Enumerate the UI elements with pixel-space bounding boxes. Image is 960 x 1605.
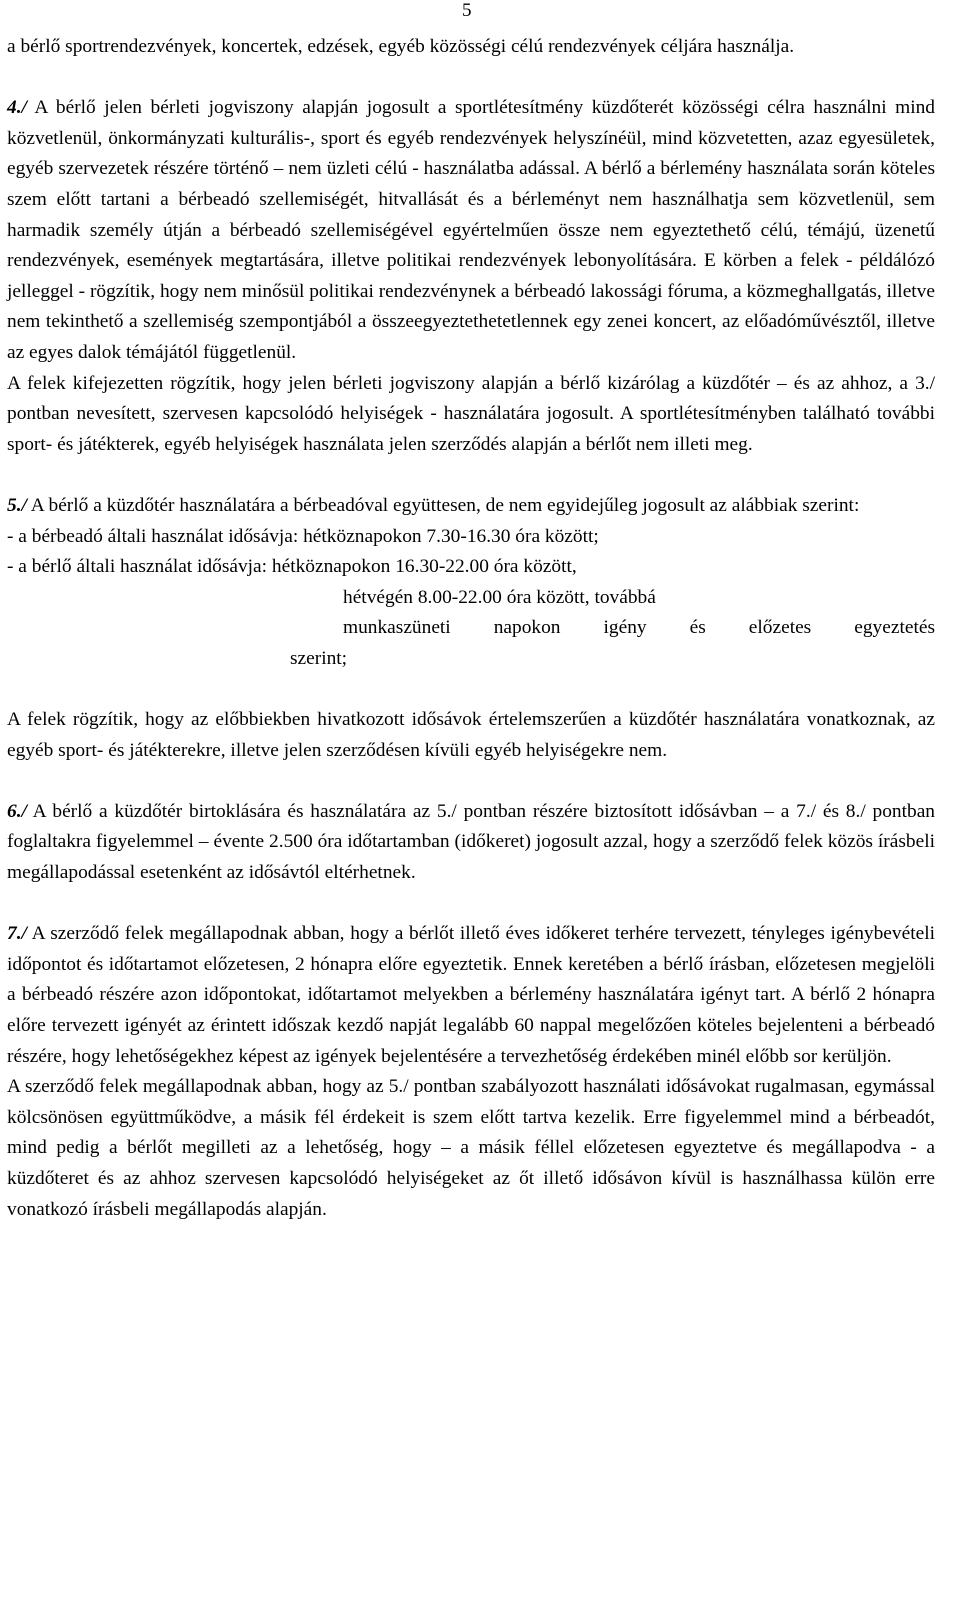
section-7-paragraph-2: A szerződő felek megállapodnak abban, hogy az 5./ pontban szabályozott használati idősávokat rugalmasan, egymással kölcsönösen együttműködve, a másik fél érdekeit is szem előtt tartva kezelik. Erre figyelemmel mind a bérbeadót, mind pedig a bérlőt megilleti az a lehetőség, hogy – a másik féllel előzetesen egyeztetve és megállapodva - a küzdőteret és az ahhoz szervesen kapcsolódó helyiségeket az őt illető idősávon kívül is használhassa külön erre vonatkozó írásbeli megállapodás alapján. (7, 1076, 935, 1220)
section-4-paragraph-2: A felek kifejezetten rögzítik, hogy jelen bérleti jogviszony alapján a bérlő kizárólag a küzdőtér – és az ahhoz, a 3./ pontban nevesített, szervesen kapcsolódó helyiségek - használatára jogosult. A sportlétesítményben található további sport- és játékterek, egyéb helyiségek használata jelen szerződés alapján a bérlőt nem illeti meg. (7, 372, 935, 455)
section-7-number: 7./ (7, 923, 27, 945)
section-6-number: 6./ (7, 800, 27, 822)
document-body (7, 32, 935, 1225)
section-7-text: A szerződő felek megállapodnak abban, hogy a bérlőt illető éves időkeret terhére tervezett, tényleges igénybevételi időpontot és időtartamot előzetesen, 2 hónapra előre egyeztetik. Ennek keretében a bérlő írásban, előzetesen megjelöli a bérbeadó részére azon időpontokat, időtartamot melyekben a bérlemény használatára igényt tart. A bérlő 2 hónapra előre tervezett igényét az érintett időszak kezdő napját legalább 60 nappal megelőzően köteles bejelenteni a bérbeadó részére, hogy lehetőségekhez képest az igények bejelentésére a tervezhetőség érdekében minél előbb sor kerüljön. (7, 923, 935, 1067)
section-5-line-a: - a bérbeadó általi használat idősávja: hétköznapokon 7.30-16.30 óra között; (7, 525, 599, 547)
section-5-paragraph-1 (7, 491, 935, 522)
section-5-line-e: szerint; (290, 647, 348, 669)
section-5-text: A bérlő a küzdőtér használatára a bérbeadóval együttesen, de nem egyidejűleg jogosult az alábbiak szerint: (30, 494, 860, 516)
paragraph-gap (7, 63, 935, 94)
section-5-number: 5./ (7, 494, 27, 516)
section-5-paragraph-2: A felek rögzítik, hogy az előbbiekben hivatkozott idősávok értelemszerűen a küzdőtér használatára vonatkoznak, az egyéb sport- és játékterekre, illetve jelen szerződésen kívüli egyéb helyiségekre nem. (7, 709, 935, 761)
paragraph-gap (7, 766, 935, 797)
paragraph-gap (7, 460, 935, 491)
section-5-line-c: hétvégén 8.00-22.00 óra között, továbbá (343, 586, 656, 608)
section-5-line-d: munkaszüneti napokon igény és előzetes egyeztetés (343, 617, 935, 639)
section-5-line-b: - a bérlő általi használat idősávja: hétköznapokon 16.30-22.00 óra között, (7, 556, 577, 578)
intro-paragraph: a bérlő sportrendezvények, koncertek, edzések, egyéb közösségi célú rendezvények céljára használja. (7, 36, 795, 57)
section-6-text: A bérlő a küzdőtér birtoklására és használatára az 5./ pontban részére biztosított idősávban – a 7./ és 8./ pontban foglaltakra figyelemmel – évente 2.500 óra időtartamban (időkeret) jogosult azzal, hogy a szerződő felek közös írásbeli megállapodással esetenként az idősávtól eltérhetnek. (7, 800, 935, 884)
section-4-number: 4./ (7, 97, 27, 119)
section-6-paragraph-1 (7, 797, 935, 889)
section-4-paragraph-1 (7, 93, 935, 368)
paragraph-gap (7, 889, 935, 920)
page-number: 5 (462, 0, 472, 21)
paragraph-gap (7, 674, 935, 705)
section-4-text: A bérlő jelen bérleti jogviszony alapján jogosult a sportlétesítmény küzdőterét közösségi célra használni mind közvetlenül, önkormányzati kulturális-, sport és egyéb rendezvények helyszínéül, mind közvetetten, azaz egyesületek, egyéb szervezetek részére történő – nem üzleti célú - használatba adással. A bérlő a bérlemény használata során köteles szem előtt tartani a bérbeadó szellemiségét, hitvallását és a bérleményt nem használhatja sem közvetlenül, sem harmadik személy útján a bérbeadó szellemiségével egyértelműen össze nem egyeztethető célú, témájú, üzenetű rendezvények, események megtartására, illetve politikai rendezvények lebonyolítására. E körben a felek - példálózó jelleggel - rögzítik, hogy nem minősül politikai rendezvénynek a bérbeadó lakossági fóruma, a közmeghallgatás, illetve nem tekinthető a szellemiség szempontjából a összeegyeztethetetlennek egy zenei koncert, az előadóművésztől, illetve az egyes dalok témájától függetlenül. (7, 97, 935, 363)
section-7-paragraph-1 (7, 919, 935, 1072)
